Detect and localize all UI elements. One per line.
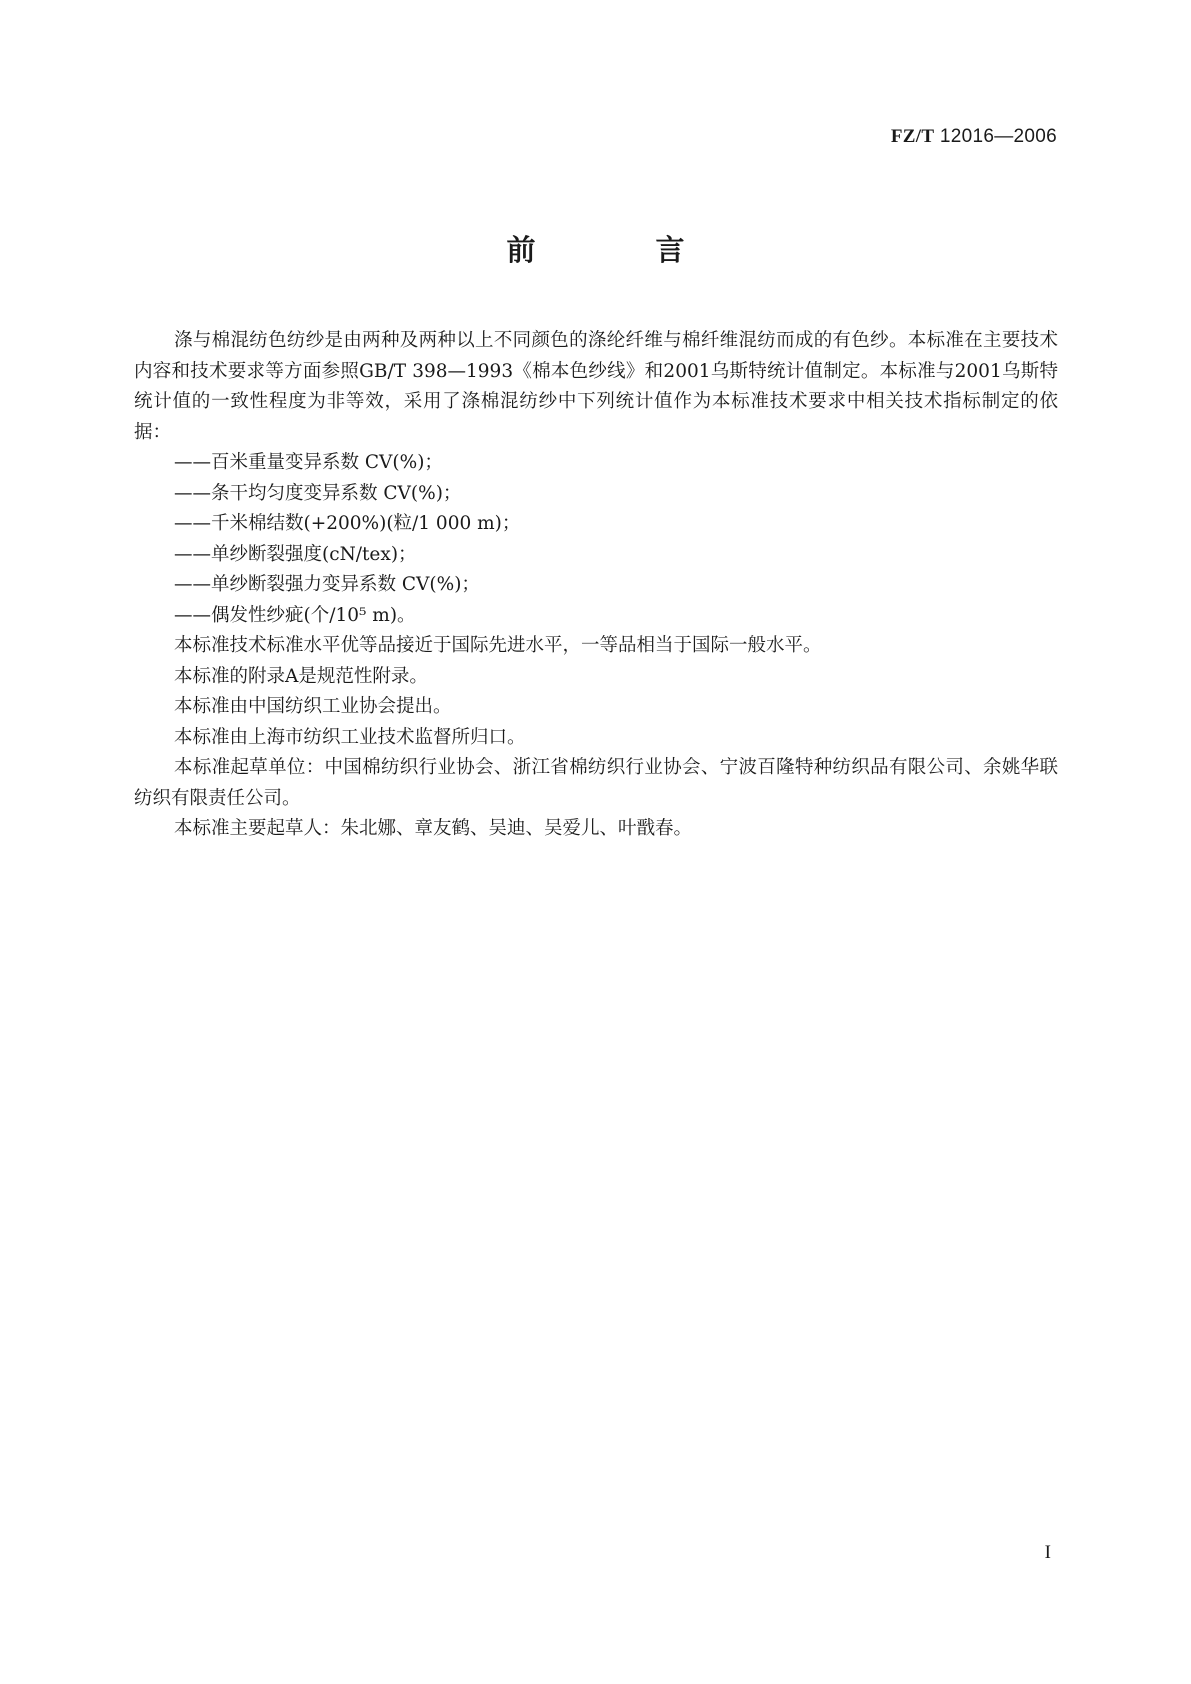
page-title: 前 言 [506,233,740,267]
list-item: ——条干均匀度变异系数 CV(%)； [174,482,462,504]
annex-paragraph: 本标准的附录A是规范性附录。 [174,665,428,687]
intro-paragraph: 涤与棉混纺色纺纱是由两种及两种以上不同颜色的涤纶纤维与棉纤维混纺而成的有色纱。本标准在主要技术内容和技术要求等方面参照GB/T 398—1993《棉本色纱线》和2001乌斯特统计值制定。本标准与2001乌斯特统计值的一致性程度为非等效，采用了涤棉混纺纱中下列统计值作为本标准技术要求中相关技术指标制定的依据： [134,330,1058,443]
standard-code-number: 12016—2006 [939,126,1057,147]
centralized-paragraph: 本标准由上海市纺织工业技术监督所归口。 [174,726,526,748]
standard-code [891,126,1057,148]
drafting-units-paragraph: 本标准起草单位：中国棉纺织行业协会、浙江省棉纺织行业协会、宁波百隆特种纺织品有限公司、余姚华联纺织有限责任公司。 [134,757,1058,809]
list-item: ——千米棉结数(+200%)(粒/1 000 m)； [174,513,521,534]
list-item: ——单纱断裂强度(cN/tex)； [174,543,417,565]
preface-body [134,326,1058,845]
list-item: ——偶发性纱疵(个/10⁵ m)。 [174,604,416,626]
standard-code-prefix: FZ/T [890,126,935,147]
list-item: ——单纱断裂强力变异系数 CV(%)； [174,574,480,595]
page-number: I [1044,1542,1051,1563]
list-item: ——百米重量变异系数 CV(%)； [174,452,443,473]
drafters-paragraph: 本标准主要起草人：朱北娜、章友鹤、吴迪、吴爱儿、叶戬春。 [174,818,693,839]
level-paragraph: 本标准技术标准水平优等品接近于国际先进水平，一等品相当于国际一般水平。 [174,635,822,656]
proposer-paragraph: 本标准由中国纺织工业协会提出。 [174,696,452,717]
